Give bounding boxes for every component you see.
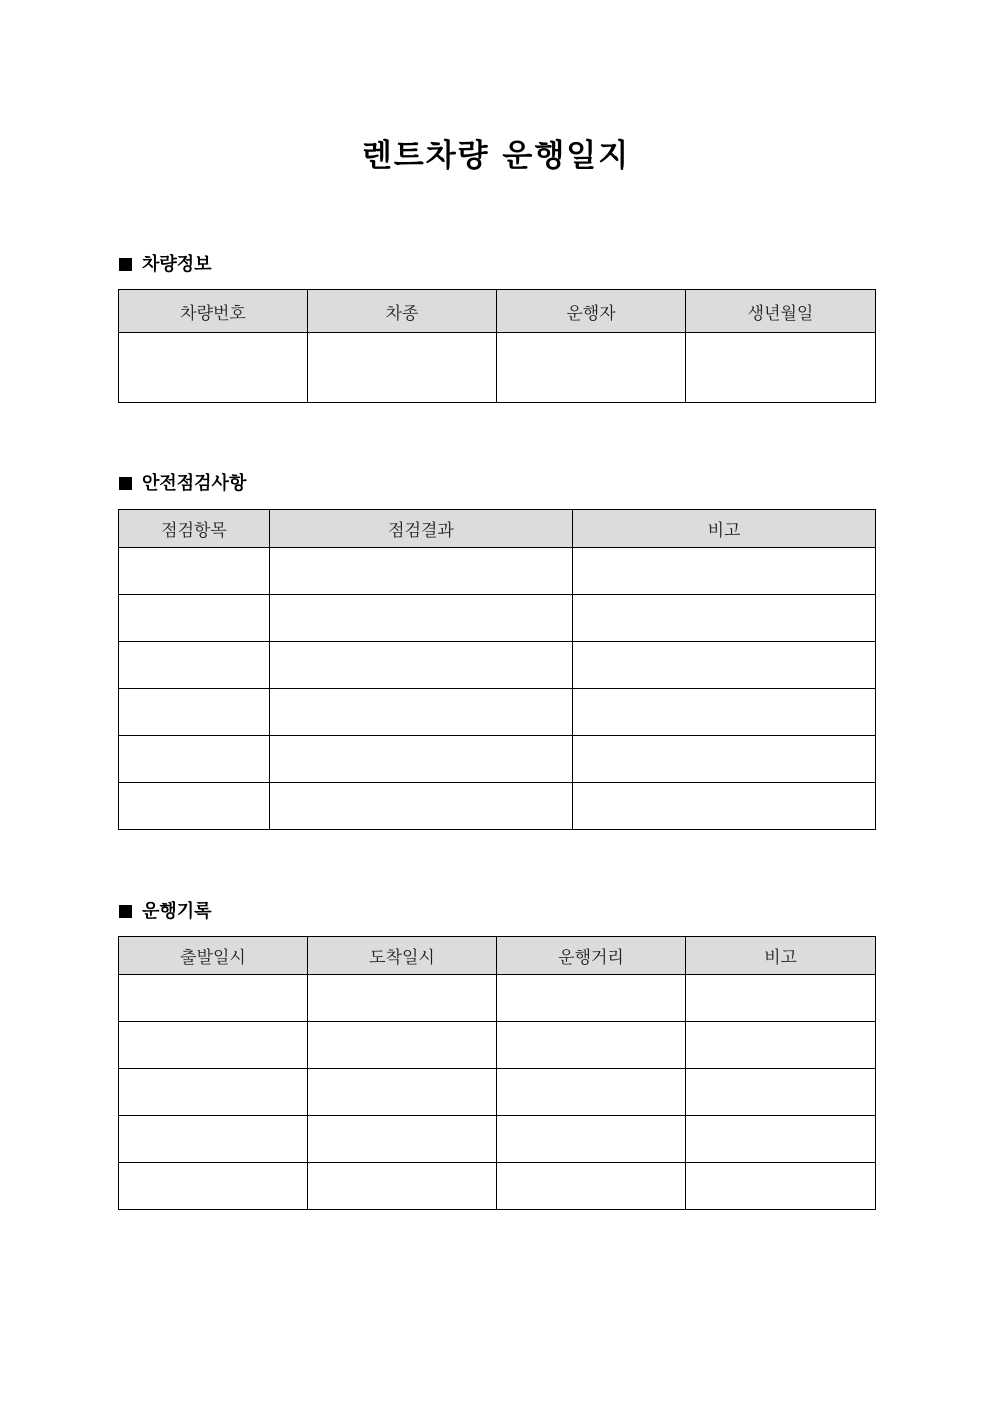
remarks-cell[interactable] <box>686 1163 876 1210</box>
arrival-time-cell[interactable] <box>308 1022 497 1069</box>
table-row <box>119 689 876 736</box>
table-row <box>119 783 876 830</box>
table-row <box>119 736 876 783</box>
table-row <box>119 975 876 1022</box>
column-header-vehicle-type: 차종 <box>308 290 497 333</box>
table-row <box>119 1116 876 1163</box>
table-row <box>119 333 876 403</box>
table-header-row <box>119 290 876 333</box>
remarks-cell[interactable] <box>573 642 876 689</box>
inspection-result-cell[interactable] <box>270 548 573 595</box>
table-row <box>119 1163 876 1210</box>
distance-cell[interactable] <box>497 1069 686 1116</box>
departure-time-cell[interactable] <box>119 1069 308 1116</box>
document-title: 렌트차량 운행일지 <box>361 138 631 174</box>
table-row <box>119 642 876 689</box>
column-header-departure-time: 출발일시 <box>119 937 308 975</box>
inspection-item-cell[interactable] <box>119 595 270 642</box>
column-header-remarks: 비고 <box>686 937 876 975</box>
distance-cell[interactable] <box>497 975 686 1022</box>
departure-time-cell[interactable] <box>119 1022 308 1069</box>
inspection-item-cell[interactable] <box>119 736 270 783</box>
distance-cell[interactable] <box>497 1163 686 1210</box>
square-bullet-icon <box>119 258 132 271</box>
remarks-cell[interactable] <box>686 1069 876 1116</box>
column-header-inspection-result: 점검결과 <box>270 510 573 548</box>
departure-time-cell[interactable] <box>119 1116 308 1163</box>
inspection-item-cell[interactable] <box>119 783 270 830</box>
remarks-cell[interactable] <box>573 736 876 783</box>
remarks-cell[interactable] <box>573 783 876 830</box>
column-header-remarks: 비고 <box>573 510 876 548</box>
distance-cell[interactable] <box>497 1116 686 1163</box>
inspection-result-cell[interactable] <box>270 642 573 689</box>
driver-cell[interactable] <box>497 333 686 403</box>
remarks-cell[interactable] <box>686 1116 876 1163</box>
section-heading-safety-inspection <box>119 472 246 496</box>
departure-time-cell[interactable] <box>119 975 308 1022</box>
inspection-item-cell[interactable] <box>119 689 270 736</box>
remarks-cell[interactable] <box>573 548 876 595</box>
inspection-result-cell[interactable] <box>270 736 573 783</box>
inspection-item-cell[interactable] <box>119 548 270 595</box>
departure-time-cell[interactable] <box>119 1163 308 1210</box>
remarks-cell[interactable] <box>573 689 876 736</box>
table-header-row <box>119 510 876 548</box>
driving-record-table <box>118 936 876 1210</box>
section-heading-text: 차량정보 <box>142 254 212 275</box>
column-header-inspection-item: 점검항목 <box>119 510 270 548</box>
inspection-result-cell[interactable] <box>270 689 573 736</box>
table-header-row <box>119 937 876 975</box>
arrival-time-cell[interactable] <box>308 1116 497 1163</box>
column-header-driver: 운행자 <box>497 290 686 333</box>
table-row <box>119 1022 876 1069</box>
table-row <box>119 595 876 642</box>
square-bullet-icon <box>119 477 132 490</box>
table-row <box>119 1069 876 1116</box>
safety-inspection-table <box>118 509 876 830</box>
remarks-cell[interactable] <box>686 975 876 1022</box>
arrival-time-cell[interactable] <box>308 975 497 1022</box>
vehicle-type-cell[interactable] <box>308 333 497 403</box>
inspection-item-cell[interactable] <box>119 642 270 689</box>
table-row <box>119 548 876 595</box>
section-heading-driving-record <box>119 900 212 924</box>
column-header-arrival-time: 도착일시 <box>308 937 497 975</box>
remarks-cell[interactable] <box>573 595 876 642</box>
remarks-cell[interactable] <box>686 1022 876 1069</box>
column-header-vehicle-number: 차량번호 <box>119 290 308 333</box>
inspection-result-cell[interactable] <box>270 783 573 830</box>
distance-cell[interactable] <box>497 1022 686 1069</box>
inspection-result-cell[interactable] <box>270 595 573 642</box>
column-header-distance: 운행거리 <box>497 937 686 975</box>
arrival-time-cell[interactable] <box>308 1069 497 1116</box>
column-header-birth-date: 생년월일 <box>686 290 876 333</box>
vehicle-number-cell[interactable] <box>119 333 308 403</box>
vehicle-info-table <box>118 289 876 403</box>
arrival-time-cell[interactable] <box>308 1163 497 1210</box>
section-heading-vehicle-info <box>119 253 212 277</box>
birth-date-cell[interactable] <box>686 333 876 403</box>
section-heading-text: 안전점검사항 <box>142 473 247 494</box>
section-heading-text: 운행기록 <box>142 901 212 922</box>
square-bullet-icon <box>119 905 132 918</box>
